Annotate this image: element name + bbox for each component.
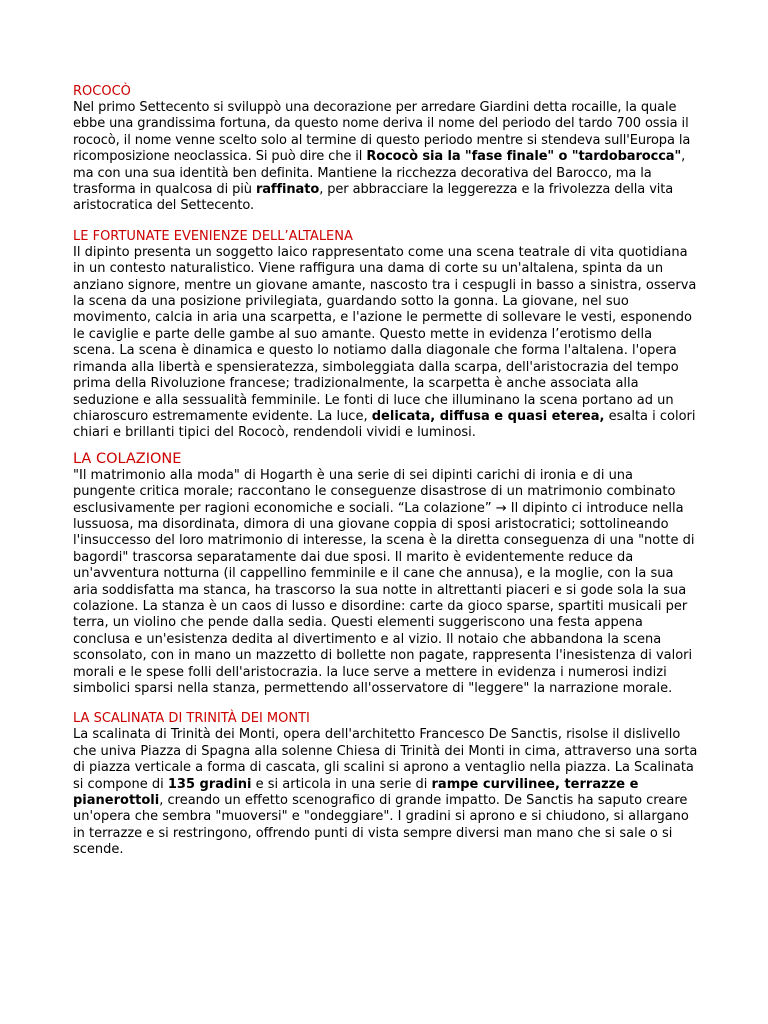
section-paragraph: [73, 727, 698, 858]
section-scalinata: [73, 711, 698, 858]
text-run: "Il matrimonio alla moda" di Hogarth è una serie di sei dipinti carichi di ironia e di una pungente critica morale; raccontano le conseguenze disastrose di un matrimonio combinato esclusivamente per ragioni economiche e sociali. “La colazione” → Il dipinto ci introduce nella lussuosa, ma disordinata, dimora di una giovane coppia di sposi aristocratici; sottolineando l'insuccesso del loro matrimonio di interesse, la scena è la diretta conseguenza di una "notte di bagordi" trascorsa separatamente dai due sposi. Il marito è evidentemente reduce da un'avventura notturna (il cappellino femminile e il cane che annusa), e la moglie, con la sua aria soddisfatta ma stanca, ha trascorso la sua notte in altrettanti piaceri e si gode sola la sua colazione. La stanza è un caos di lusso e disordine: carte da gioco sparse, spartiti musicali per terra, un violino che pende dalla sedia. Questi elementi suggeriscono una festa appena conclusa e un'esistenza dedita al divertimento e al vizio. Il notaio che abbandona la scena sconsolato, con in mano un mazzetto di bollette non pagate, rappresenta l'inesistenza di valori morali e le spese folli dell'aristocrazia. la luce serve a mettere in evidenza i numerosi indizi simbolici sparsi nella stanza, permettendo all'osservatore di "leggere" la narrazione morale.: [73, 467, 695, 696]
section-heading: ROCOCÒ: [73, 84, 131, 99]
section-paragraph: [73, 100, 698, 215]
text-run: e si articola in una serie di: [251, 776, 432, 792]
bold-text-run: Rococò sia la "fase finale" o "tardobarocca": [366, 149, 682, 165]
section-altalena: [73, 229, 698, 442]
document-page: [73, 84, 698, 859]
bold-text-run: raffinato: [255, 182, 320, 198]
bold-text-run: delicata, diffusa e quasi eterea,: [371, 408, 605, 424]
section-colazione: [73, 450, 698, 698]
section-heading: LA SCALINATA DI TRINITÀ DEI MONTI: [73, 711, 310, 727]
section-rococo: [73, 84, 698, 215]
text-run: La scalinata di Trinità dei Monti, opera dell'architetto Francesco De Sanctis, risolse il dislivello che univa Piazza di Spagna alla solenne Chiesa di Trinità dei Monti in cima, attraverso una sorta di piazza verticale a forma di cascata, gli scalini si aprono a ventaglio nella piazza. La Scalinata si compone di: [73, 727, 698, 792]
bold-text-run: 135 gradini: [167, 776, 252, 792]
section-heading: LE FORTUNATE EVENIENZE DELL’ALTALENA: [73, 228, 353, 244]
bold-text-run: rampe curvilinee, terrazze e pianerottoli: [73, 776, 639, 809]
text-run: , ma con una sua identità ben definita. Mantiene la ricchezza decorativa del Barocco, ma la trasforma in qualcosa di più: [73, 149, 686, 198]
text-run: , per abbracciare la leggerezza e la frivolezza della vita aristocratica del Settecento.: [73, 182, 674, 214]
text-run: , creando un effetto scenografico di grande impatto. De Sanctis ha saputo creare un'opera che sembra "muoversi" e "ondeggiare". I gradini si aprono e si chiudono, si allargano in terrazze e si restringono, offrendo punti di vista sempre diversi man mano che si sale o si scende.: [73, 793, 689, 858]
text-run: Il dipinto presenta un soggetto laico rappresentato come una scena teatrale di vita quotidiana in un contesto naturalistico. Viene raffigura una dama di corte su un'altalena, spinta da un anziano signore, mentre un giovane amante, nascosto tra i cespugli in basso a sinistra, osserva la scena da una posizione privilegiata, guardando sotto la gonna. La giovane, nel suo movimento, calcia in aria una scarpetta, e l'azione le permette di sollevare le vesti, esponendo le caviglie e parte delle gambe al suo amante. Questo mette in evidenza l’erotismo della scena. La scena è dinamica e questo lo notiamo dalla diagonale che forma l'altalena. l'opera rimanda alla libertà e spensieratezza, simboleggiata dalla scarpa, dell'aristocrazia del tempo prima della Rivoluzione francese; tradizionalmente, la scarpetta è anche associata alla seduzione e alla sessualità femminile. Le fonti di luce che illuminano la scena portano ad un chiaroscuro estremamente evidente. La luce,: [73, 244, 697, 424]
section-heading: LA COLAZIONE: [73, 450, 182, 467]
text-run: Nel primo Settecento si sviluppò una decorazione per arredare Giardini detta rocaille, la quale ebbe una grandissima fortuna, da questo nome deriva il nome del periodo del tardo 700 ossia il rococò, il nome venne scelto solo al termine di questo periodo mentre si stendeva sull'Europa la ricomposizione neoclassica. Si può dire che il: [73, 100, 691, 165]
text-run: esalta i colori chiari e brillanti tipici del Rococò, rendendoli vividi e luminosi.: [73, 408, 696, 441]
section-paragraph: [73, 468, 698, 698]
section-paragraph: [73, 245, 698, 442]
